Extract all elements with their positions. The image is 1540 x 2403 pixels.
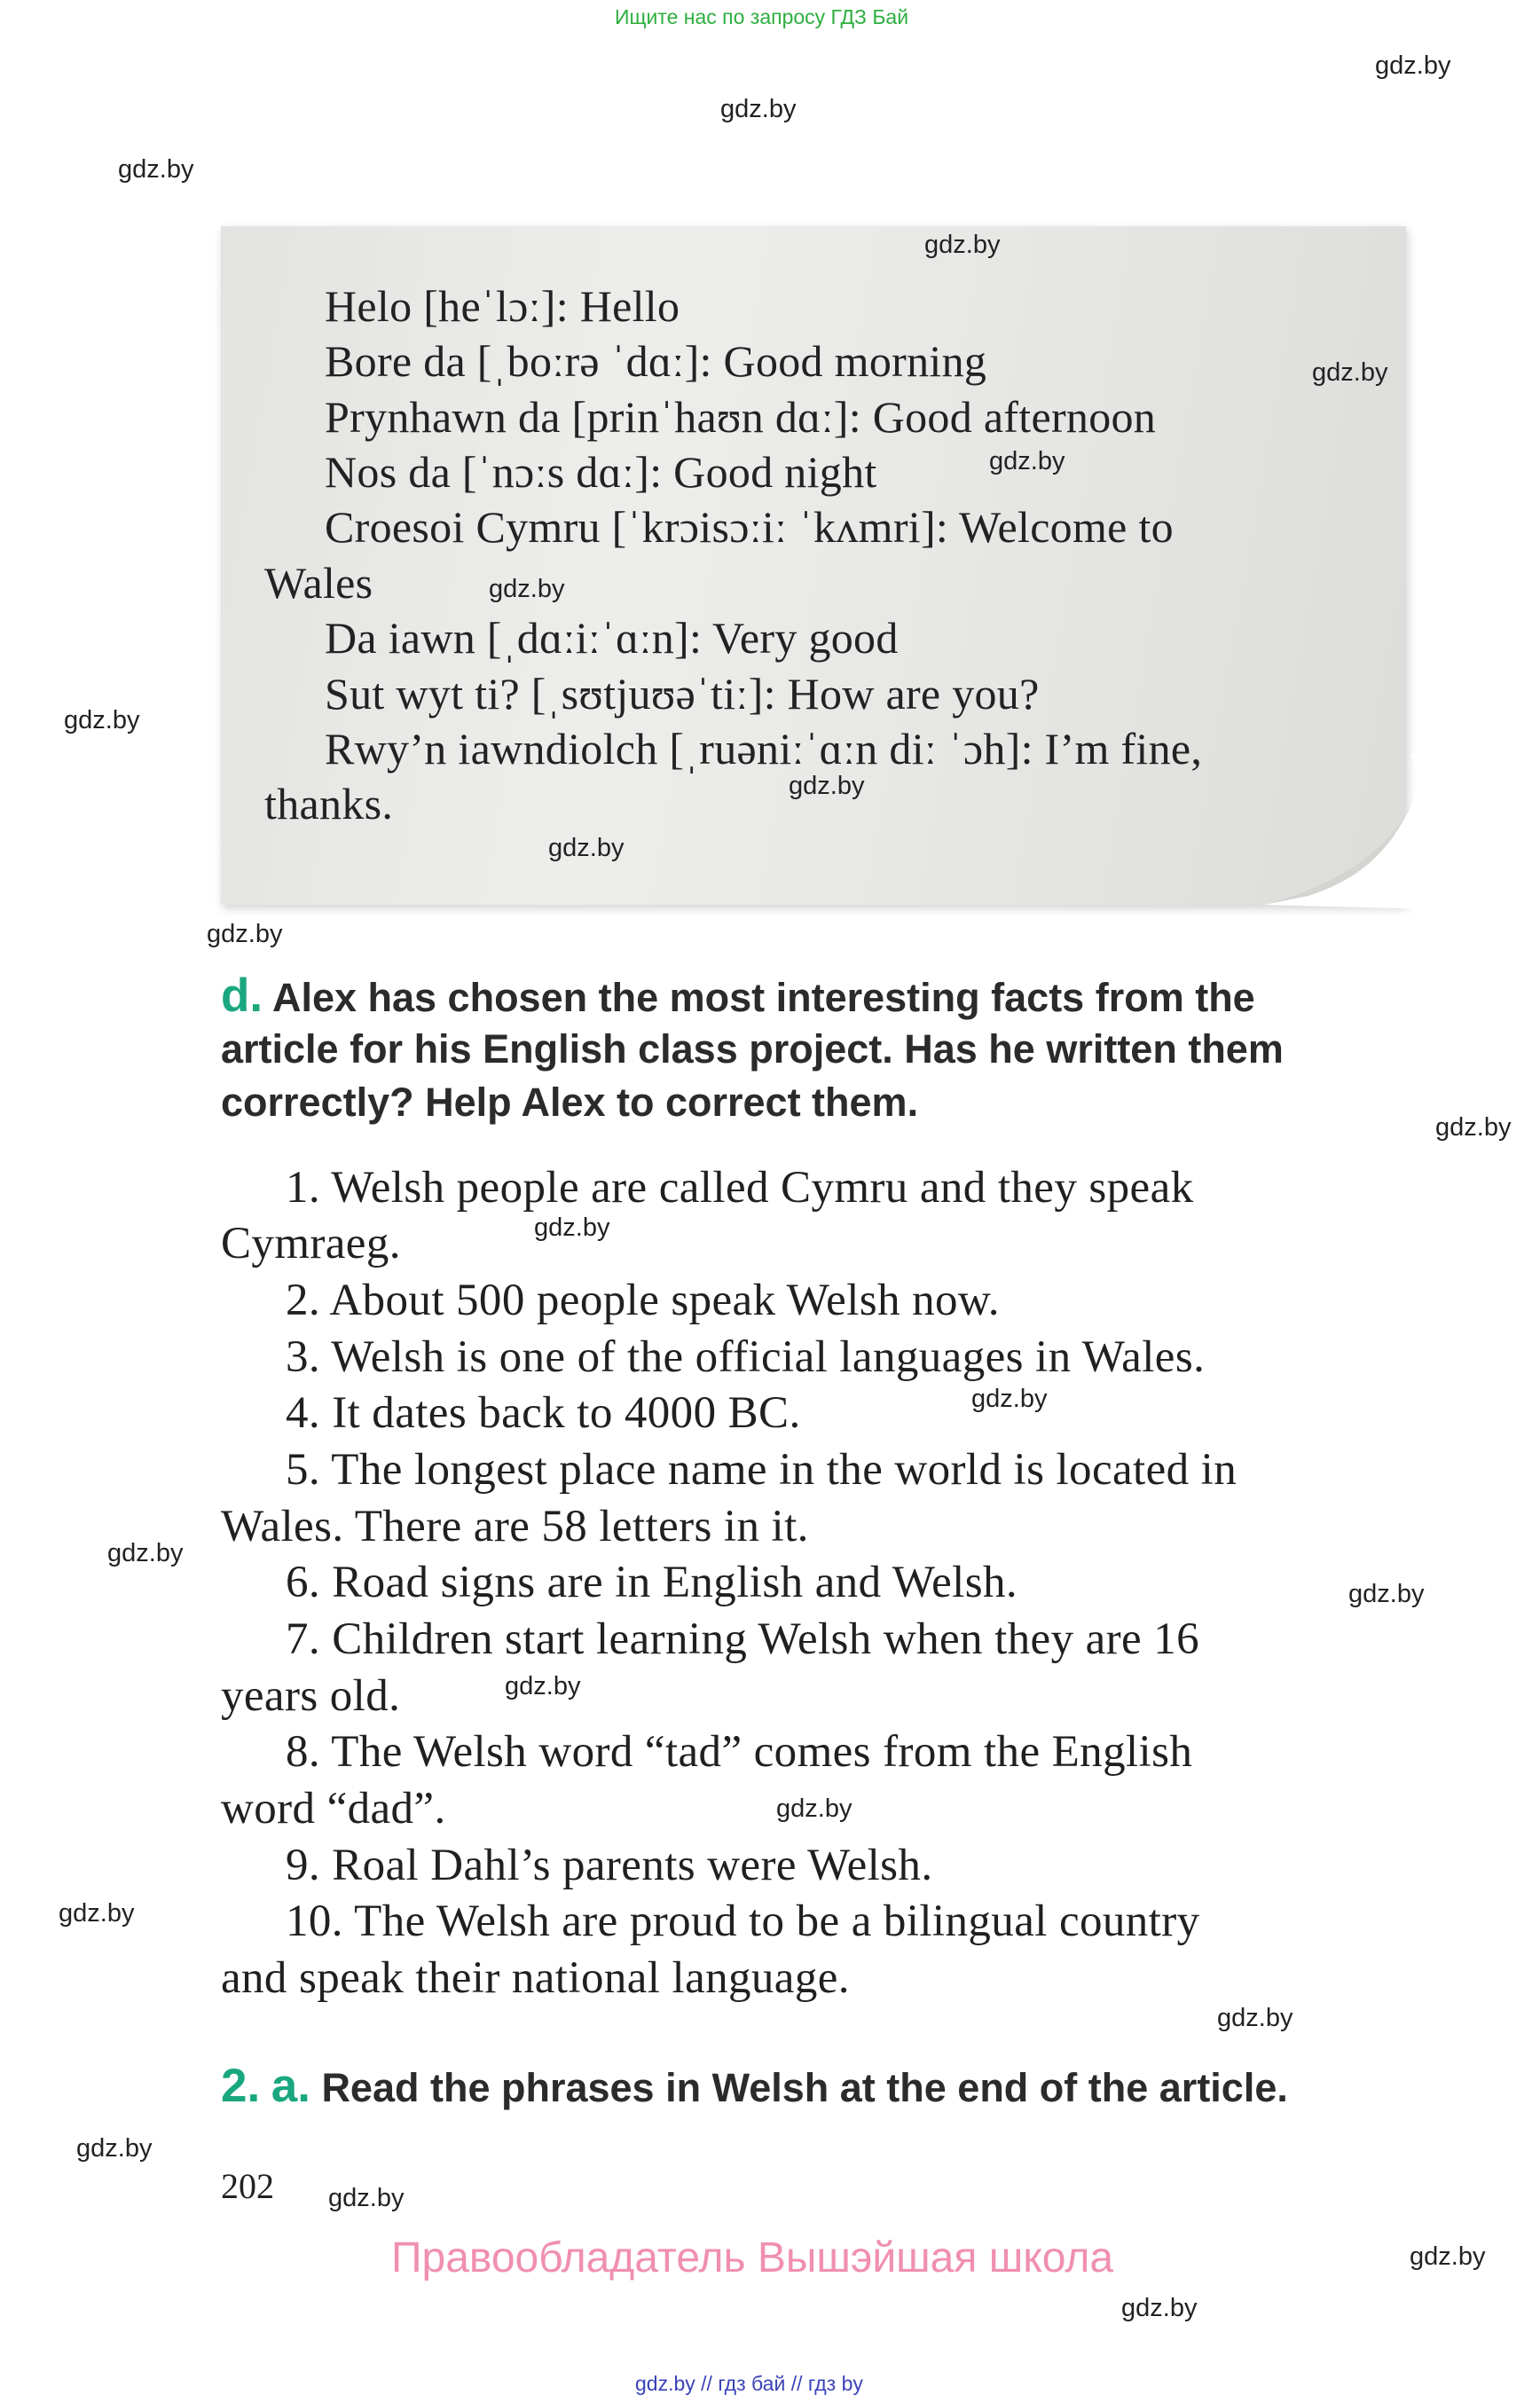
- watermark: gdz.by: [207, 920, 283, 948]
- watermark: gdz.by: [720, 95, 797, 123]
- fact-line: 5. The longest place name in the world is located in: [286, 1445, 1238, 1495]
- task-2a-text: Read the phrases in Welsh at the end of the article.: [321, 2065, 1288, 2110]
- watermark: gdz.by: [1435, 1113, 1512, 1142]
- phrase-line: Nos da [ˈnɔːs dɑː]: Good night: [325, 447, 877, 497]
- fact-line: Wales. There are 58 letters in it.: [221, 1502, 809, 1551]
- fact-line: 7. Children start learning Welsh when they are 16: [286, 1614, 1200, 1664]
- watermark: gdz.by: [776, 1794, 852, 1823]
- task-number: 2.: [221, 2060, 261, 2112]
- watermark: gdz.by: [107, 1539, 184, 1567]
- page-curl-decoration: [1255, 754, 1433, 909]
- phrase-line: Helo [heˈlɔː]: Hello: [325, 281, 680, 331]
- watermark: gdz.by: [1121, 2294, 1198, 2322]
- phrase-line: Prynhawn da [prinˈhaʊn dɑː]: Good afternoon: [325, 392, 1157, 442]
- task-d-line: article for his English class project. Has he written them: [221, 1026, 1284, 1072]
- phrase-line: Sut wyt ti? [ˌsʊtjuʊəˈtiː]: How are you?: [325, 669, 1040, 719]
- task-d-line: correctly? Help Alex to correct them.: [221, 1080, 919, 1125]
- top-search-banner: Ищите нас по запросу ГДЗ Бай: [615, 5, 909, 28]
- fact-line: 2. About 500 people speak Welsh now.: [286, 1276, 1000, 1325]
- page-number: 202: [221, 2166, 274, 2206]
- fact-line: 3. Welsh is one of the official languages in Wales.: [286, 1332, 1206, 1382]
- phrase-line: Bore da [ˌboːrə ˈdɑː]: Good morning: [325, 336, 987, 386]
- phrase-line: Rwy’n iawndiolch [ˌruəniːˈɑːn diː ˈɔh]: I’m fine,: [325, 724, 1203, 774]
- watermark: gdz.by: [534, 1213, 610, 1242]
- watermark: gdz.by: [989, 447, 1065, 475]
- fact-line: 4. It dates back to 4000 BC.: [286, 1388, 801, 1438]
- fact-line: word “dad”.: [221, 1784, 446, 1834]
- watermark: gdz.by: [1375, 51, 1451, 80]
- phrase-line: Croesoi Cymru [ˈkrɔisɔːiː ˈkʌmri]: Welcome to: [325, 502, 1174, 552]
- watermark: gdz.by: [789, 772, 865, 800]
- task-letter: a.: [271, 2060, 310, 2112]
- task-2a-line: [221, 2060, 1288, 2115]
- watermark: gdz.by: [1312, 358, 1388, 387]
- fact-line: and speak their national language.: [221, 1953, 850, 2003]
- fact-line: 10. The Welsh are proud to be a bilingual country: [286, 1896, 1200, 1946]
- task-letter: d.: [221, 970, 263, 1022]
- task-d-line: [221, 970, 1255, 1025]
- fact-line: 8. The Welsh word “tad” comes from the English: [286, 1727, 1193, 1777]
- watermark: gdz.by: [59, 1899, 135, 1928]
- watermark: gdz.by: [548, 834, 625, 862]
- fact-line: 6. Road signs are in English and Welsh.: [286, 1558, 1018, 1607]
- rights-holder-notice: Правообладатель Вышэйшая школа: [391, 2234, 1114, 2281]
- watermark: gdz.by: [1217, 2004, 1293, 2032]
- watermark: gdz.by: [924, 231, 1001, 259]
- phrase-line: Da iawn [ˌdɑːiːˈɑːn]: Very good: [325, 613, 899, 663]
- watermark: gdz.by: [76, 2134, 153, 2163]
- fact-line: Cymraeg.: [221, 1219, 401, 1268]
- footer-links[interactable]: gdz.by // гдз бай // гдз by: [635, 2372, 863, 2395]
- watermark: gdz.by: [1410, 2242, 1486, 2271]
- watermark: gdz.by: [505, 1672, 581, 1700]
- watermark: gdz.by: [328, 2184, 405, 2212]
- fact-line: years old.: [221, 1671, 401, 1721]
- fact-line: 1. Welsh people are called Cymru and they speak: [286, 1163, 1194, 1213]
- fact-line: 9. Roal Dahl’s parents were Welsh.: [286, 1841, 933, 1890]
- watermark: gdz.by: [1348, 1580, 1425, 1608]
- phrase-line: Wales: [264, 558, 373, 608]
- watermark: gdz.by: [489, 575, 565, 603]
- phrase-line: thanks.: [264, 779, 394, 828]
- task-d-text: Alex has chosen the most interesting facts from the: [271, 975, 1255, 1020]
- watermark: gdz.by: [64, 706, 140, 734]
- watermark: gdz.by: [118, 155, 194, 184]
- watermark: gdz.by: [971, 1385, 1048, 1413]
